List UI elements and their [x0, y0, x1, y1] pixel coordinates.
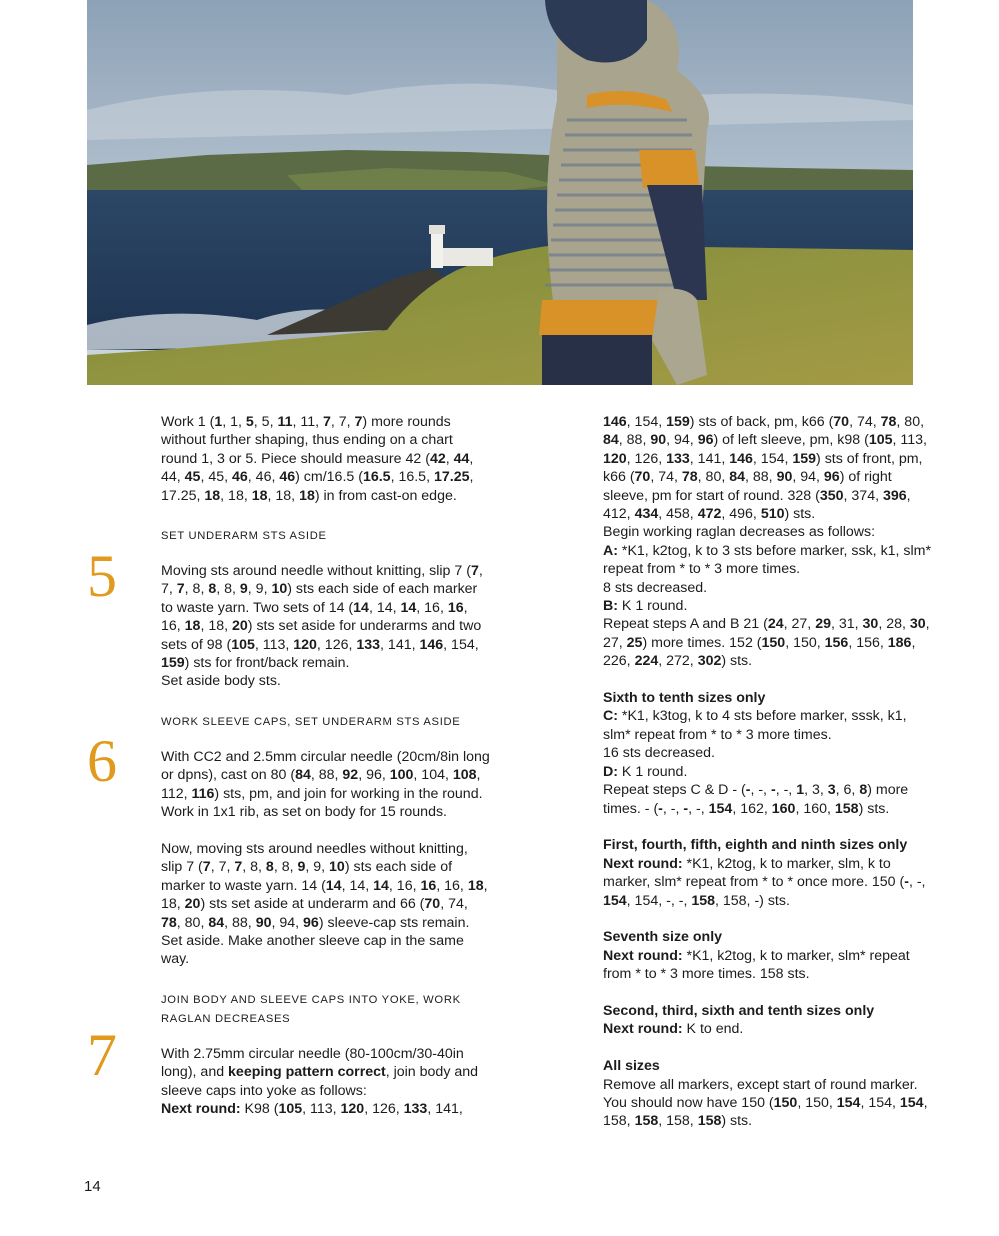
step-number-6: 6 [87, 728, 117, 794]
text-run: , 158, [658, 1113, 698, 1130]
bold-text: 29 [815, 616, 831, 633]
text-run: , 150, [797, 1094, 837, 1111]
bold-text: 46 [232, 469, 248, 486]
text-run: , 141, [427, 1100, 463, 1117]
bold-text: Next round: [603, 1021, 683, 1038]
bold-text: keeping pattern correct [228, 1064, 386, 1081]
text-run: ) cm/16.5 ( [295, 469, 363, 486]
text-run: , 88, [224, 914, 256, 931]
bold-text: 96 [303, 914, 319, 931]
text-run: , 1, [222, 414, 246, 430]
step-d-text: K 1 round. [617, 763, 688, 780]
bold-text: 14 [400, 599, 417, 616]
bold-text: 154 [836, 1094, 861, 1111]
text-run: , 8, [273, 859, 298, 876]
text-run: , -, [662, 800, 684, 817]
bold-text: 17.25 [433, 469, 470, 486]
bold-text: 30 [909, 616, 926, 633]
text-run: , 17.25, [161, 469, 474, 504]
bold-text: 7 [322, 414, 331, 430]
text-run: , 74, [849, 414, 881, 430]
text-run: , 16, [436, 877, 468, 894]
step-a [603, 542, 933, 579]
bold-text: 5 [245, 414, 254, 430]
text-run: , 18, [267, 487, 300, 504]
left-column [161, 413, 491, 1118]
paragraph [161, 562, 491, 672]
bold-text: 116 [191, 785, 215, 802]
text-run: , 8, [184, 581, 209, 598]
bold-text: 14 [325, 877, 342, 894]
bold-text: 8 [208, 581, 217, 598]
text-run: ) of right sleeve, pm for start of round. 328 ( [603, 469, 892, 504]
text-run: ) sts of front, pm, k66 ( [603, 450, 923, 486]
text-run: , 141, [689, 450, 730, 467]
text-run: , 154, [752, 450, 793, 467]
text-run: ) sts for front/back remain. [184, 655, 350, 672]
text-run: ) sts. [721, 1113, 753, 1130]
size-subheading: First, fourth, fifth, eighth and ninth sizes only [603, 837, 908, 854]
paragraph [161, 413, 491, 505]
text-run: ) sts set aside at underarm and 66 ( [200, 896, 425, 913]
text-run: , 16.5, [390, 469, 434, 486]
size-subheading: Sixth to tenth sizes only [603, 690, 766, 707]
bold-text: 146 [603, 414, 627, 430]
bold-text: 70 [424, 896, 441, 913]
bold-text: 78 [161, 914, 177, 931]
text-run: , 6, [835, 782, 860, 799]
bold-text: - [904, 874, 909, 891]
step-a-text: *K1, k2tog, k to 3 sts before marker, ssk, k1, slm* repeat from * to * 3 more times. [603, 542, 932, 578]
text-run: Work 1 ( [161, 414, 215, 430]
bold-text: 7 [202, 859, 211, 876]
text-run: , 88, [310, 767, 343, 784]
text-run: , -, [750, 782, 771, 799]
bold-text: Next round: [161, 1100, 241, 1117]
bold-text: 1 [796, 782, 805, 799]
bold-text: 10 [271, 581, 288, 598]
text-run: , 7, [161, 563, 483, 598]
step-b-text: K 1 round. [617, 598, 688, 615]
text-run: , 94, [271, 914, 304, 931]
size-subheading: Second, third, sixth and tenth sizes only [603, 1002, 875, 1019]
text-run: ) sts each side of each marker to waste yarn. Two sets of 14 ( [161, 581, 478, 616]
bold-text: 18 [299, 487, 315, 504]
text-run: , -, [775, 782, 797, 799]
size-subheading: All sizes [603, 1058, 660, 1075]
bold-text: 20 [232, 618, 248, 635]
text-run: , 88, [618, 432, 651, 449]
text-run: ) sts, pm, and join for working in the round. [214, 785, 483, 802]
bold-text: 90 [650, 432, 667, 449]
text-run: , 141, [380, 636, 420, 653]
text-run: , 46, [247, 469, 280, 486]
bold-text: 18 [251, 487, 268, 504]
bold-text: 105 [868, 432, 893, 449]
bold-text: 44 [453, 450, 470, 467]
text-run: ) more rounds without further shaping, thus ending on a chart round 1, 3 or 5. Piece should measure 42 ( [161, 414, 453, 467]
bold-text: 156 [824, 634, 849, 651]
text-run: , 18, [200, 618, 233, 635]
text-run: , 154, [860, 1094, 900, 1111]
bold-text: 105 [231, 636, 255, 653]
bold-text: 105 [278, 1100, 303, 1117]
text-run: Now, moving sts around needles without knitting, slip 7 ( [161, 840, 468, 876]
bold-text: 146 [419, 636, 444, 653]
step-c-note: 16 sts decreased. [603, 745, 715, 762]
text-run: , 154, [626, 414, 667, 430]
step-number-5: 5 [87, 543, 117, 609]
text-run: ) sts. [784, 506, 816, 523]
text-run: , 8, [242, 859, 266, 876]
text-run: , 28, [878, 616, 910, 633]
bold-text: 18 [184, 618, 201, 635]
text-run: With 2.75mm circular needle (80-100cm/30-40in long), and [161, 1045, 464, 1081]
section-heading-7: JOIN BODY AND SLEEVE CAPS INTO YOKE, WORK RAGLAN DECREASES [161, 993, 461, 1025]
bold-text: 70 [634, 469, 651, 486]
text-run: , 126, [626, 450, 667, 467]
bold-text: 25 [626, 634, 643, 651]
text-run: K98 ( [240, 1100, 279, 1117]
text-run: *K1, k2tog, k to marker, slm, k to marker, slm* repeat from * to * once more. 150 ( [603, 855, 905, 891]
bold-text: 24 [767, 616, 784, 633]
text-run: ) in from cast-on edge. [314, 487, 457, 504]
bold-text: 20 [184, 896, 201, 913]
bold-text: 159 [792, 450, 817, 467]
bold-text: 158 [634, 1113, 659, 1130]
text-run: , 160, [795, 800, 835, 817]
bold-text: 3 [827, 782, 836, 799]
lighthouse-landscape-image [87, 0, 913, 385]
bold-text: 186 [887, 634, 912, 651]
bold-text: 96 [823, 469, 840, 486]
text-run: , 9, [247, 581, 272, 598]
bold-text: 8 [859, 782, 868, 799]
bold-text: 46 [279, 469, 296, 486]
bold-text: 90 [255, 914, 272, 931]
step-d [603, 763, 933, 781]
step-c-text: *K1, k3tog, k to 4 sts before marker, sssk, k1, slm* repeat from * to * 3 more times. [603, 708, 907, 743]
bold-text: 42 [429, 450, 446, 467]
bold-text: 16 [420, 877, 437, 894]
bold-text: - [658, 800, 663, 817]
bold-text: 108 [452, 767, 477, 784]
bold-text: 16 [447, 599, 464, 616]
text-run: Repeat steps C & D - ( [603, 782, 746, 799]
bold-text: 84 [208, 914, 225, 931]
text-run: , 96, [358, 767, 390, 784]
bold-text: 90 [776, 469, 793, 486]
bold-text: 120 [293, 636, 317, 653]
right-column [603, 413, 933, 1131]
bold-text: 9 [239, 581, 248, 598]
bold-text: 78 [880, 414, 897, 430]
bold-text: 150 [761, 634, 786, 651]
bold-text: 224 [634, 653, 659, 670]
bold-text: 154 [708, 800, 733, 817]
text-run: K to end. [682, 1021, 744, 1038]
text-run: , 7, [330, 414, 355, 430]
section-heading-5: SET UNDERARM STS ASIDE [161, 530, 327, 543]
paragraph [603, 1076, 933, 1131]
bold-text: 92 [342, 767, 359, 784]
text-run: , 158, -) sts. [715, 892, 790, 909]
text-run: , 18, [220, 487, 252, 504]
bold-text: 302 [697, 653, 722, 670]
bold-text: 159 [161, 655, 185, 672]
text-run: , 74, [650, 469, 682, 486]
bold-text: 510 [760, 506, 785, 523]
bold-text: 100 [389, 767, 414, 784]
bold-text: 78 [681, 469, 698, 486]
bold-text: 7 [234, 859, 243, 876]
text-run: ) sts. [721, 653, 753, 670]
text-run: , 80, [176, 914, 209, 931]
paragraph [161, 840, 491, 932]
bold-text: 1 [214, 414, 223, 430]
text-run: , 94, [666, 432, 698, 449]
paragraph [161, 748, 491, 803]
step-c [603, 707, 933, 744]
paragraph: Set aside body sts. [161, 673, 281, 690]
paragraph: Work in 1x1 rib, as set on body for 15 rounds. [161, 804, 448, 821]
text-run: , 158, [603, 1094, 928, 1130]
text-run: , 94, [792, 469, 824, 486]
bold-text: 18 [467, 877, 484, 894]
text-run: , 31, [830, 616, 863, 633]
bold-text: 45 [184, 469, 201, 486]
text-run: Remove all markers, except start of round marker. You should now have 150 ( [603, 1076, 918, 1111]
text-run: , 272, [658, 653, 698, 670]
bold-text: 159 [666, 414, 690, 430]
bold-text: 8 [265, 859, 274, 876]
bold-text: - [683, 800, 689, 817]
text-run: , 88, [745, 469, 777, 486]
bold-text: 84 [603, 432, 619, 449]
bold-text: 133 [403, 1100, 428, 1117]
text-run: , 3, [804, 782, 828, 799]
bold-text: 120 [603, 450, 627, 467]
paragraph [603, 947, 933, 984]
bold-text: 30 [862, 616, 879, 633]
text-run: , 7, [210, 859, 235, 876]
text-run: , 126, [364, 1100, 404, 1117]
step-number-7: 7 [87, 1022, 117, 1088]
text-run: , 27, [783, 616, 816, 633]
text-run: , 45, [200, 469, 233, 486]
page-number: 14 [84, 1178, 101, 1195]
bold-text: 133 [356, 636, 381, 653]
bold-text: 350 [819, 487, 844, 504]
paragraph [603, 855, 933, 910]
step-a-label: A: [603, 542, 618, 559]
paragraph [161, 1045, 491, 1119]
text-run: ) sts each side of marker to waste yarn. 14 ( [161, 859, 453, 894]
bold-text: 9 [297, 859, 306, 876]
section-heading-6: WORK SLEEVE CAPS, SET UNDERARM STS ASIDE [161, 715, 461, 728]
text-run: , 150, [785, 634, 825, 651]
text-run: ) more times. 152 ( [642, 634, 762, 651]
text-run: With CC2 and 2.5mm circular needle (20cm/8in long or dpns), cast on 80 ( [161, 748, 490, 784]
bold-text: 160 [771, 800, 796, 817]
text-run: , 27, [603, 616, 930, 651]
size-subheading: Seventh size only [603, 929, 723, 946]
text-run: , 496, [721, 506, 761, 523]
text-run: Moving sts around needle without knitting, slip 7 ( [161, 563, 471, 580]
bold-text: 158 [691, 892, 715, 909]
bold-text: 133 [666, 450, 690, 467]
text-run: , 156, [848, 634, 888, 651]
bold-text: - [745, 782, 751, 799]
text-run: , 162, [732, 800, 772, 817]
bold-text: 158 [697, 1113, 722, 1130]
text-run: , 113, [254, 636, 294, 653]
text-run: , 80, [697, 469, 730, 486]
bold-text: 96 [697, 432, 714, 449]
step-d-label: D: [603, 763, 618, 780]
text-run: , 113, [302, 1100, 341, 1117]
text-run: , 154, [443, 636, 479, 653]
bold-text: Next round: [603, 947, 683, 964]
bold-text: 18 [204, 487, 221, 504]
text-run: , 11, [292, 414, 323, 430]
bold-text: Next round: [603, 855, 683, 872]
text-run: , 226, [603, 634, 916, 670]
text-run: , 80, [896, 414, 925, 430]
text-run: , 5, [253, 414, 278, 430]
bold-text: 146 [729, 450, 753, 467]
text-run: , 18, [161, 877, 488, 913]
step-b [603, 597, 933, 615]
bold-text: 11 [277, 414, 293, 430]
bold-text: 7 [470, 563, 479, 580]
text-run: *K1, k2tog, k to marker, slm* repeat from * to * 3 more times. 158 sts. [603, 947, 910, 983]
text-run: , 14, [341, 877, 374, 894]
text-run: , 126, [316, 636, 357, 653]
text-run: , 113, [892, 432, 927, 449]
text-run: , 374, [843, 487, 883, 504]
paragraph [603, 413, 933, 523]
text-run: Repeat steps A and B 21 ( [603, 616, 768, 633]
text-run: , 16, [161, 599, 468, 635]
hero-photo [87, 0, 913, 385]
text-run: , -, [688, 800, 709, 817]
bold-text: 14 [353, 599, 369, 616]
text-run: , -, [908, 874, 926, 891]
bold-text: 84 [295, 767, 311, 784]
bold-text: 10 [329, 859, 345, 876]
paragraph: Begin working raglan decreases as follows: [603, 524, 876, 541]
bold-text: 396 [882, 487, 907, 504]
text-run: ) of left sleeve, pm, k98 ( [713, 432, 869, 449]
text-run: , 9, [305, 859, 330, 876]
bold-text: 154 [603, 892, 627, 909]
text-run: , 8, [216, 581, 240, 598]
step-c-label: C: [603, 708, 618, 725]
bold-text: 70 [833, 414, 850, 430]
text-run: , 44, [161, 450, 474, 486]
paragraph [603, 1020, 933, 1038]
text-run: ) sts. [858, 800, 890, 817]
text-run: , 412, [603, 487, 911, 523]
bold-text: 16.5 [362, 469, 391, 486]
bold-text: 14 [373, 877, 389, 894]
text-run: , 458, [658, 506, 698, 523]
step-a-note: 8 sts decreased. [603, 579, 708, 596]
text-run: , 14, [368, 599, 401, 616]
text-run: , 112, [161, 767, 481, 802]
text-run: ) sleeve-cap sts remain. [318, 914, 470, 931]
paragraph [603, 615, 933, 670]
text-run: , join body and sleeve caps into yoke as follows: [161, 1064, 479, 1099]
paragraph [603, 781, 933, 818]
text-run: , 74, [440, 896, 468, 913]
text-run: ) sts of back, pm, k66 ( [689, 414, 834, 430]
bold-text: 154 [899, 1094, 924, 1111]
text-run: ) more times. - ( [603, 782, 909, 817]
text-run: , [445, 450, 454, 467]
bold-text: 7 [176, 581, 185, 598]
text-run: , 154, -, -, [626, 892, 692, 909]
bold-text: 150 [773, 1094, 798, 1111]
bold-text: 434 [634, 506, 659, 523]
text-run: , 16, [388, 877, 421, 894]
bold-text: 158 [834, 800, 859, 817]
step-b-label: B: [603, 598, 618, 615]
bold-text: 7 [354, 414, 363, 430]
text-run: , 16, [416, 599, 448, 616]
bold-text: 120 [340, 1100, 365, 1117]
bold-text: 84 [729, 469, 746, 486]
text-run: , 104, [413, 767, 453, 784]
paragraph: Set aside. Make another sleeve cap in the same way. [161, 932, 464, 968]
bold-text: 472 [697, 506, 722, 523]
bold-text: - [770, 782, 776, 799]
text-run: ) sts set aside for underarms and two sets of 98 ( [161, 618, 482, 653]
